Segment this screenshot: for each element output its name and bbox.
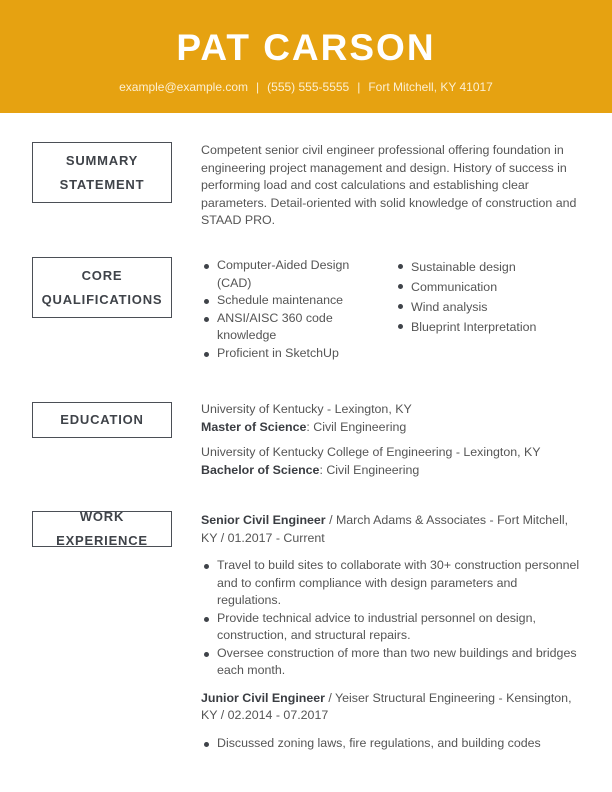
job-bullets [201, 735, 584, 753]
section-heading-qualifications [32, 257, 172, 318]
contact-phone[interactable]: (555) 555-5555 [267, 80, 350, 94]
education-school: University of Kentucky College of Engineering - Lexington, KY [201, 445, 541, 460]
qualifications-column-2 [395, 257, 585, 337]
job-details: / Yeiser Structural Engineering - Kensington, KY / 02.2014 - 07.2017 [201, 690, 572, 723]
job-bullets [201, 557, 584, 680]
section-heading-work [32, 511, 172, 547]
list-item: Discussed zoning laws, fire regulations, and building codes [201, 735, 584, 753]
education-list [201, 401, 596, 479]
list-item: Blueprint Interpretation [395, 317, 585, 337]
education-degree-line [201, 419, 596, 437]
job-details: / March Adams & Associates - Fort Mitchell, KY / 01.2017 - Current [201, 513, 569, 545]
header-banner [0, 0, 612, 113]
list-item: Computer-Aided Design (CAD) [201, 257, 371, 292]
work-list [201, 512, 584, 752]
candidate-name: PAT CARSON [176, 27, 436, 68]
job-title: Senior Civil Engineer [201, 513, 326, 527]
list-item: ANSI/AISC 360 code knowledge [201, 310, 371, 345]
job-header [201, 512, 584, 547]
heading-line: WORK EXPERIENCE [56, 509, 148, 548]
education-degree-line [201, 462, 596, 480]
contact-separator: | [256, 80, 260, 94]
list-item: Proficient in SketchUp [201, 345, 371, 363]
education-degree: Bachelor of Science [201, 462, 320, 477]
list-item: Provide technical advice to industrial personnel on design, construction, and structural repairs. [201, 610, 584, 645]
education-field: : Civil Engineering [319, 462, 420, 477]
qualifications-column-1 [201, 257, 371, 362]
education-field: : Civil Engineering [306, 419, 407, 434]
list-item: Travel to build sites to collaborate with 30+ construction personnel and to confirm compliance with design parameters and regulations. [201, 557, 584, 610]
education-degree: Master of Science [201, 419, 307, 434]
heading-line: CORE [81, 267, 123, 283]
job-title: Junior Civil Engineer [201, 690, 325, 705]
list-item: Schedule maintenance [201, 292, 371, 310]
contact-line [0, 79, 612, 95]
heading-line: EDUCATION [60, 412, 144, 427]
list-item: Wind analysis [395, 297, 585, 317]
heading-line: QUALIFICATIONS [41, 291, 163, 307]
section-heading-summary [32, 142, 172, 203]
list-item: Sustainable design [395, 257, 585, 277]
job-header [201, 690, 584, 725]
heading-line: STATEMENT [59, 176, 145, 192]
contact-separator: | [357, 80, 361, 94]
section-heading-education [32, 402, 172, 438]
list-item: Communication [395, 277, 585, 297]
list-item: Oversee construction of more than two new buildings and bridges each month. [201, 645, 584, 680]
contact-email[interactable]: example@example.com [119, 80, 249, 94]
heading-line: SUMMARY [65, 152, 139, 168]
contact-location: Fort Mitchell, KY 41017 [368, 80, 493, 94]
summary-paragraph: Competent senior civil engineer professional offering foundation in engineering project management and design. History of success in performing load and cost calculations and establishing clear parameters. Detail-oriented with solid knowledge of construction and STAAD PRO. [201, 143, 577, 228]
education-school: University of Kentucky - Lexington, KY [201, 402, 412, 416]
summary-text [201, 142, 581, 230]
